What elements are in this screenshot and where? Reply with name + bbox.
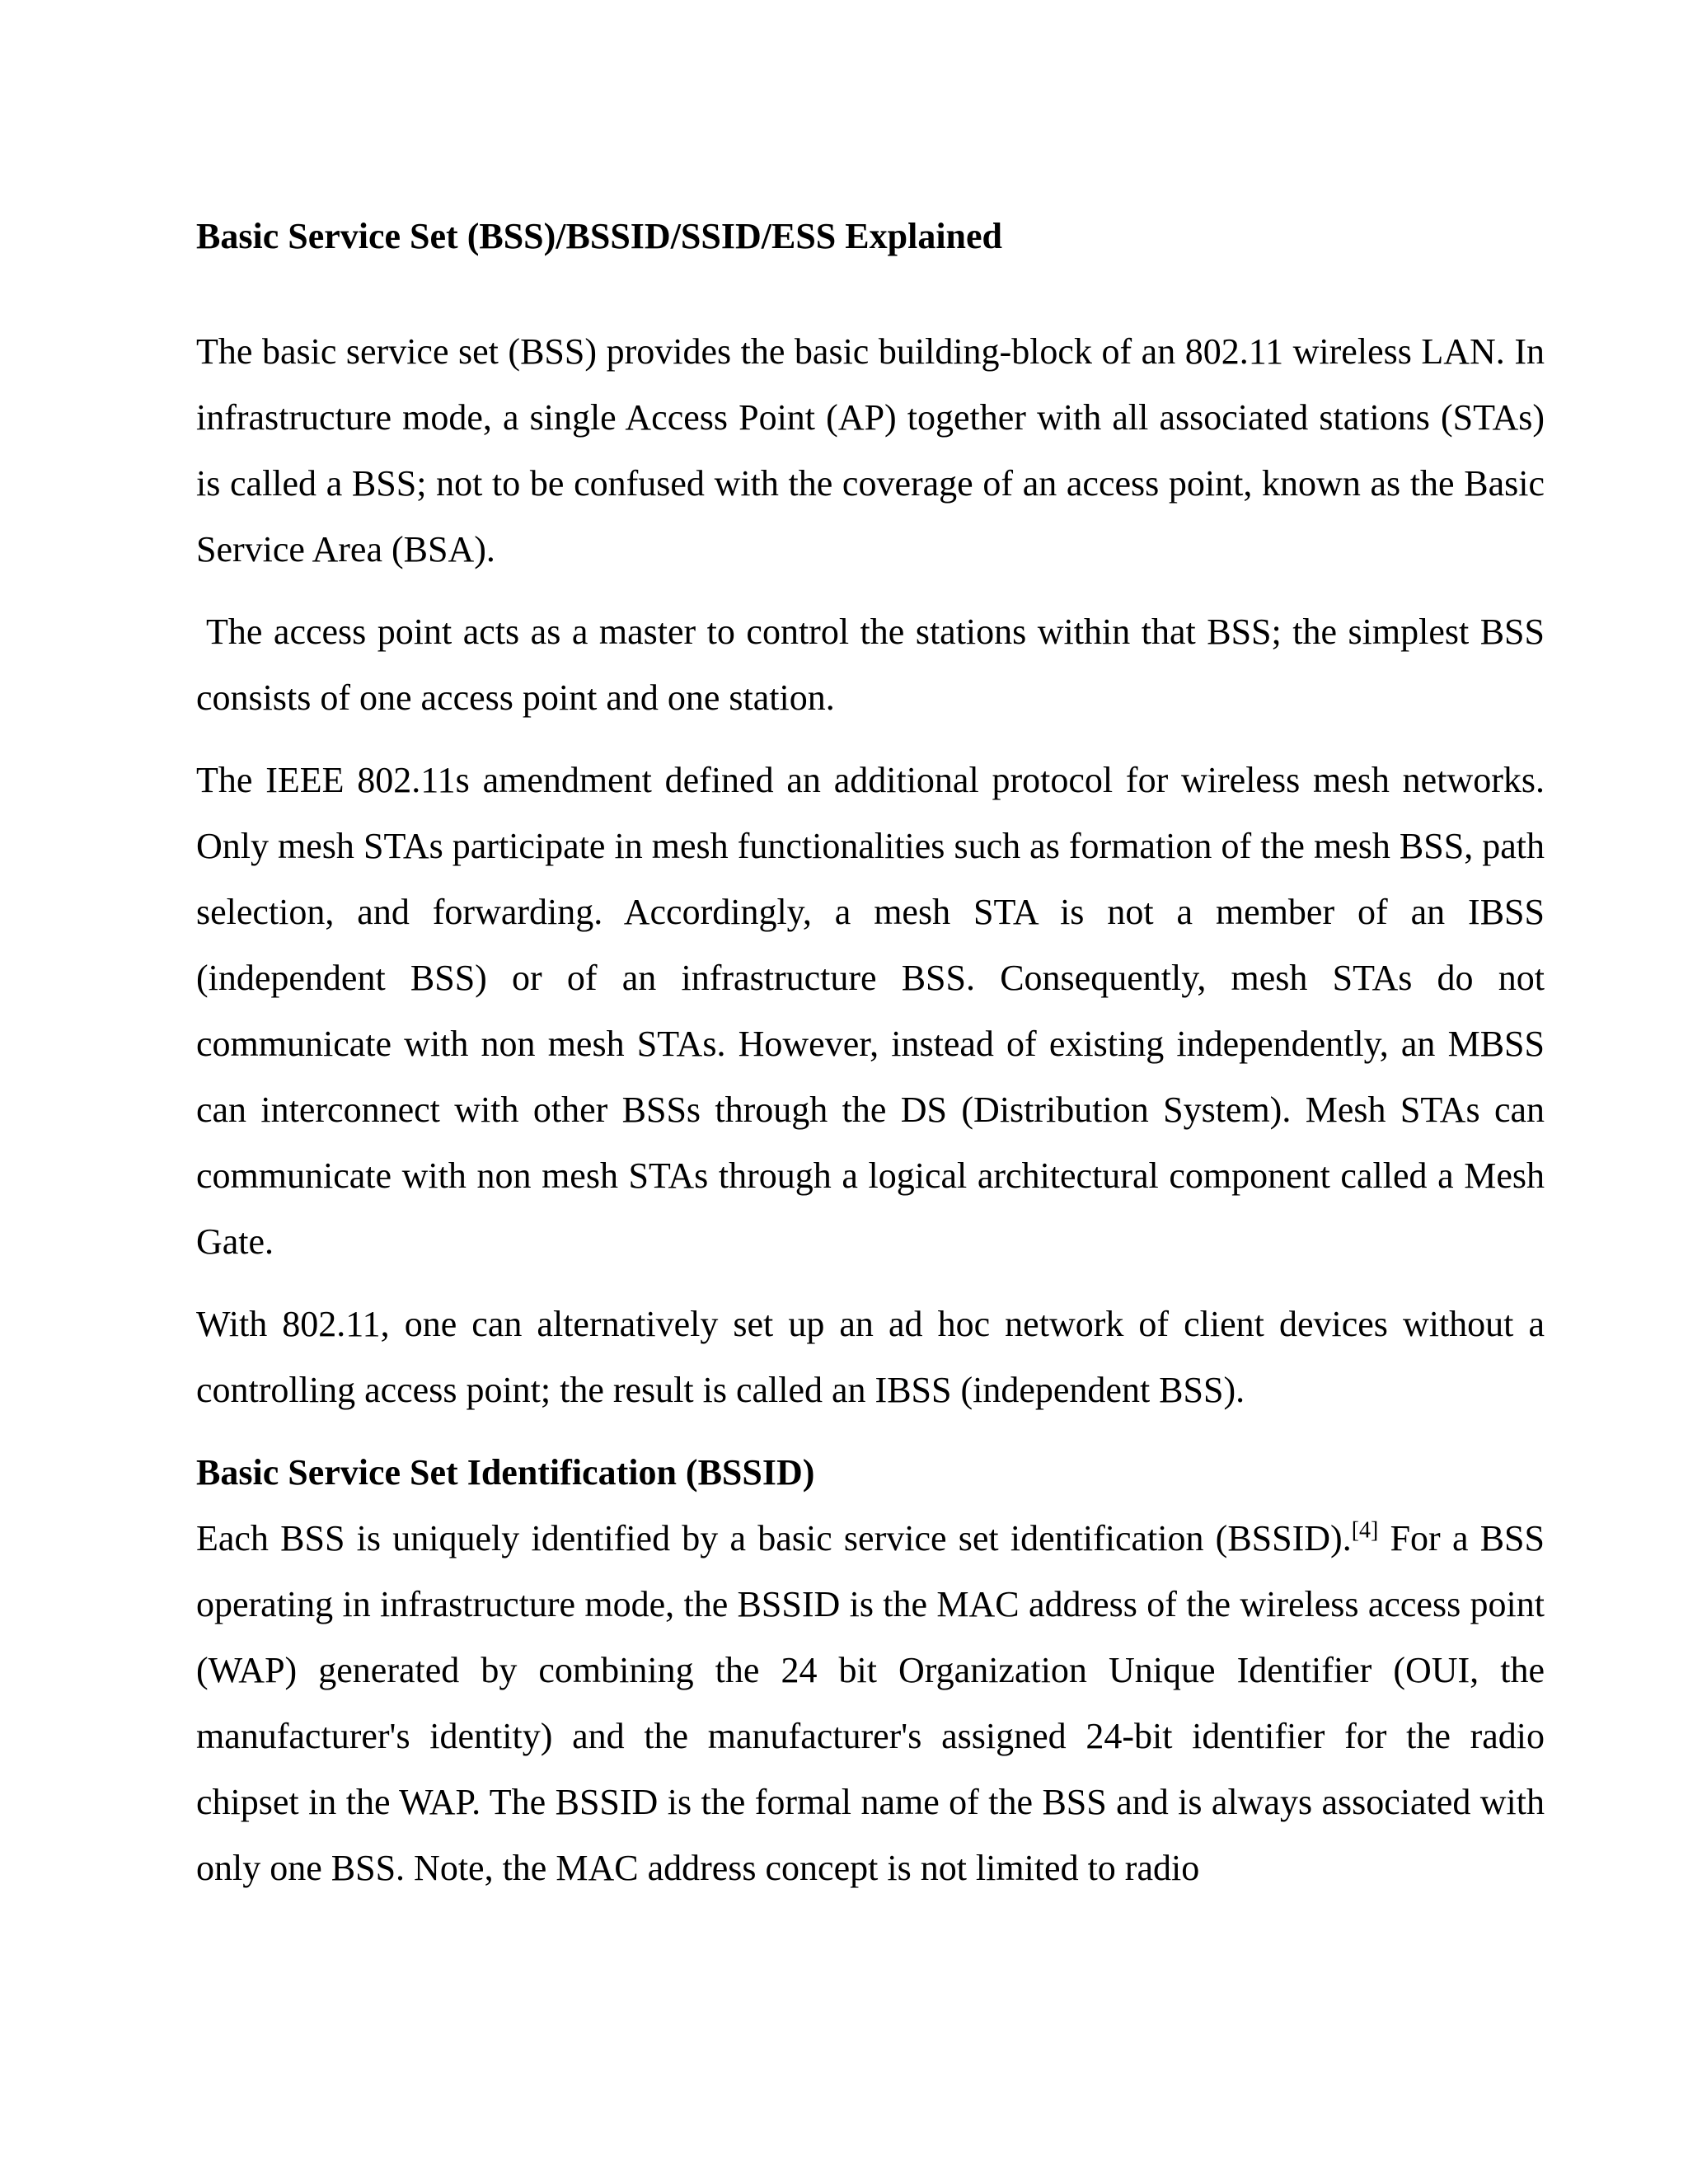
document-body: [196, 204, 1545, 1918]
bssid-text-rest: For a BSS operating in infrastructure mode, the BSSID is the MAC address of the wireless access point (WAP) generated by combining the 24 bit Organization Unique Identifier (OUI, the manufacturer's identity) and the manufacturer's assigned 24-bit identifier for the radio chipset in the WAP. The BSSID is the formal name of the BSS and is always associated with only one BSS. Note, the MAC address concept is not limited to radio: [196, 1518, 1545, 1888]
paragraph-ibss: With 802.11, one can alternatively set up an ad hoc network of client devices without a controlling access point; the result is called an IBSS (independent BSS).: [196, 1304, 1545, 1410]
paragraph-text: The access point acts as a master to control the stations within that BSS; the simplest BSS consists of one access point and one station.: [196, 612, 1545, 718]
paragraph-mesh-networks: The IEEE 802.11s amendment defined an additional protocol for wireless mesh networks. Only mesh STAs participate in mesh functionalities such as formation of the mesh BSS, path selection, and forwarding. Accordingly, a mesh STA is not a member of an IBSS (independent BSS) or of an infrastructure BSS. Consequently, mesh STAs do not communicate with non mesh STAs. However, instead of existing independently, an MBSS can interconnect with other BSSs through the DS (Distribution System). Mesh STAs can communicate with non mesh STAs through a logical architectural component called a Mesh Gate.: [196, 760, 1545, 1262]
paragraph-bssid: [196, 1506, 1545, 1901]
paragraph-access-point-master: [196, 599, 1545, 731]
reference-link[interactable]: [4]: [1351, 1517, 1379, 1544]
section-heading-bssid: Basic Service Set Identification (BSSID): [196, 1452, 815, 1493]
paragraph-bss-definition: The basic service set (BSS) provides the basic building-block of an 802.11 wireless LAN. In infrastructure mode, a single Access Point (AP) together with all associated stations (STAs) is called a BSS; not to be confused with the coverage of an access point, known as the Basic Service Area (BSA).: [196, 331, 1545, 569]
document-title: Basic Service Set (BSS)/BSSID/SSID/ESS Explained: [196, 216, 1003, 256]
bssid-text-start: Each BSS is uniquely identified by a basic service set identification (BSSID).: [196, 1518, 1352, 1558]
